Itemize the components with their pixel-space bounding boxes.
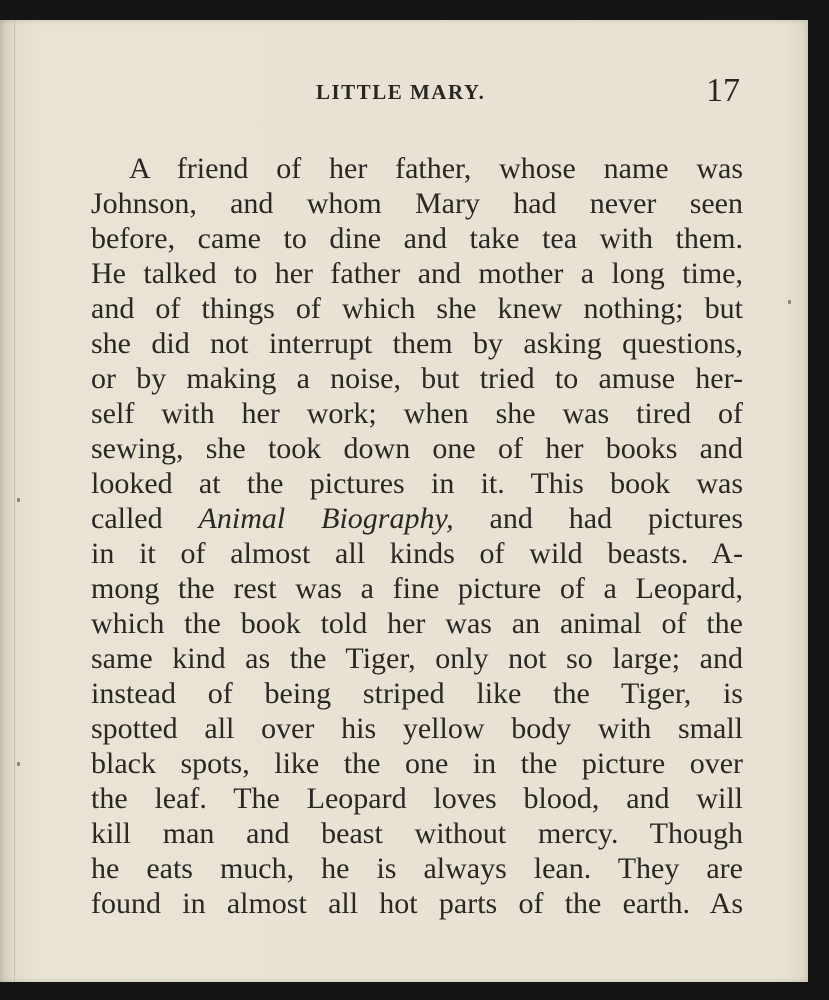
page-gutter xyxy=(14,20,15,982)
text-line xyxy=(91,501,743,536)
text-line: kill man and beast without mercy. Though xyxy=(91,817,743,850)
text-line: He talked to her father and mother a long time, xyxy=(91,257,743,290)
text-line: in it of almost all kinds of wild beasts. A- xyxy=(91,537,743,570)
paper-speck xyxy=(788,300,791,304)
text-line: or by making a noise, but tried to amuse her- xyxy=(91,362,743,395)
text-line: sewing, she took down one of her books and xyxy=(91,432,743,465)
text-line: mong the rest was a fine picture of a Leopard, xyxy=(91,572,743,605)
book-title-italic: Animal Biography, xyxy=(198,502,454,535)
text-line: same kind as the Tiger, only not so large; and xyxy=(91,642,743,675)
text-fragment: and had pictures xyxy=(489,502,743,535)
paper-speck xyxy=(17,498,20,502)
text-line: he eats much, he is always lean. They are xyxy=(91,852,743,885)
text-fragment: called xyxy=(91,502,163,535)
running-title: LITTLE MARY. xyxy=(316,80,486,104)
text-line: before, came to dine and take tea with them. xyxy=(91,222,743,255)
page-number: 17 xyxy=(706,72,740,109)
page-header xyxy=(0,72,808,112)
text-line: and of things of which she knew nothing; but xyxy=(91,292,743,325)
text-line: spotted all over his yellow body with small xyxy=(91,712,743,745)
text-line: A friend of her father, whose name was xyxy=(129,152,743,185)
text-line: Johnson, and whom Mary had never seen xyxy=(91,187,743,220)
text-line: self with her work; when she was tired of xyxy=(91,397,743,430)
paper-speck xyxy=(17,762,20,766)
text-line: found in almost all hot parts of the earth. As xyxy=(91,887,743,920)
text-line: the leaf. The Leopard loves blood, and will xyxy=(91,782,743,815)
text-line: which the book told her was an animal of the xyxy=(91,607,743,640)
book-page xyxy=(0,20,808,982)
text-line: looked at the pictures in it. This book was xyxy=(91,467,743,500)
text-line: black spots, like the one in the picture over xyxy=(91,747,743,780)
text-line: she did not interrupt them by asking questions, xyxy=(91,327,743,360)
text-line: instead of being striped like the Tiger, is xyxy=(91,677,743,710)
body-text xyxy=(91,151,743,921)
